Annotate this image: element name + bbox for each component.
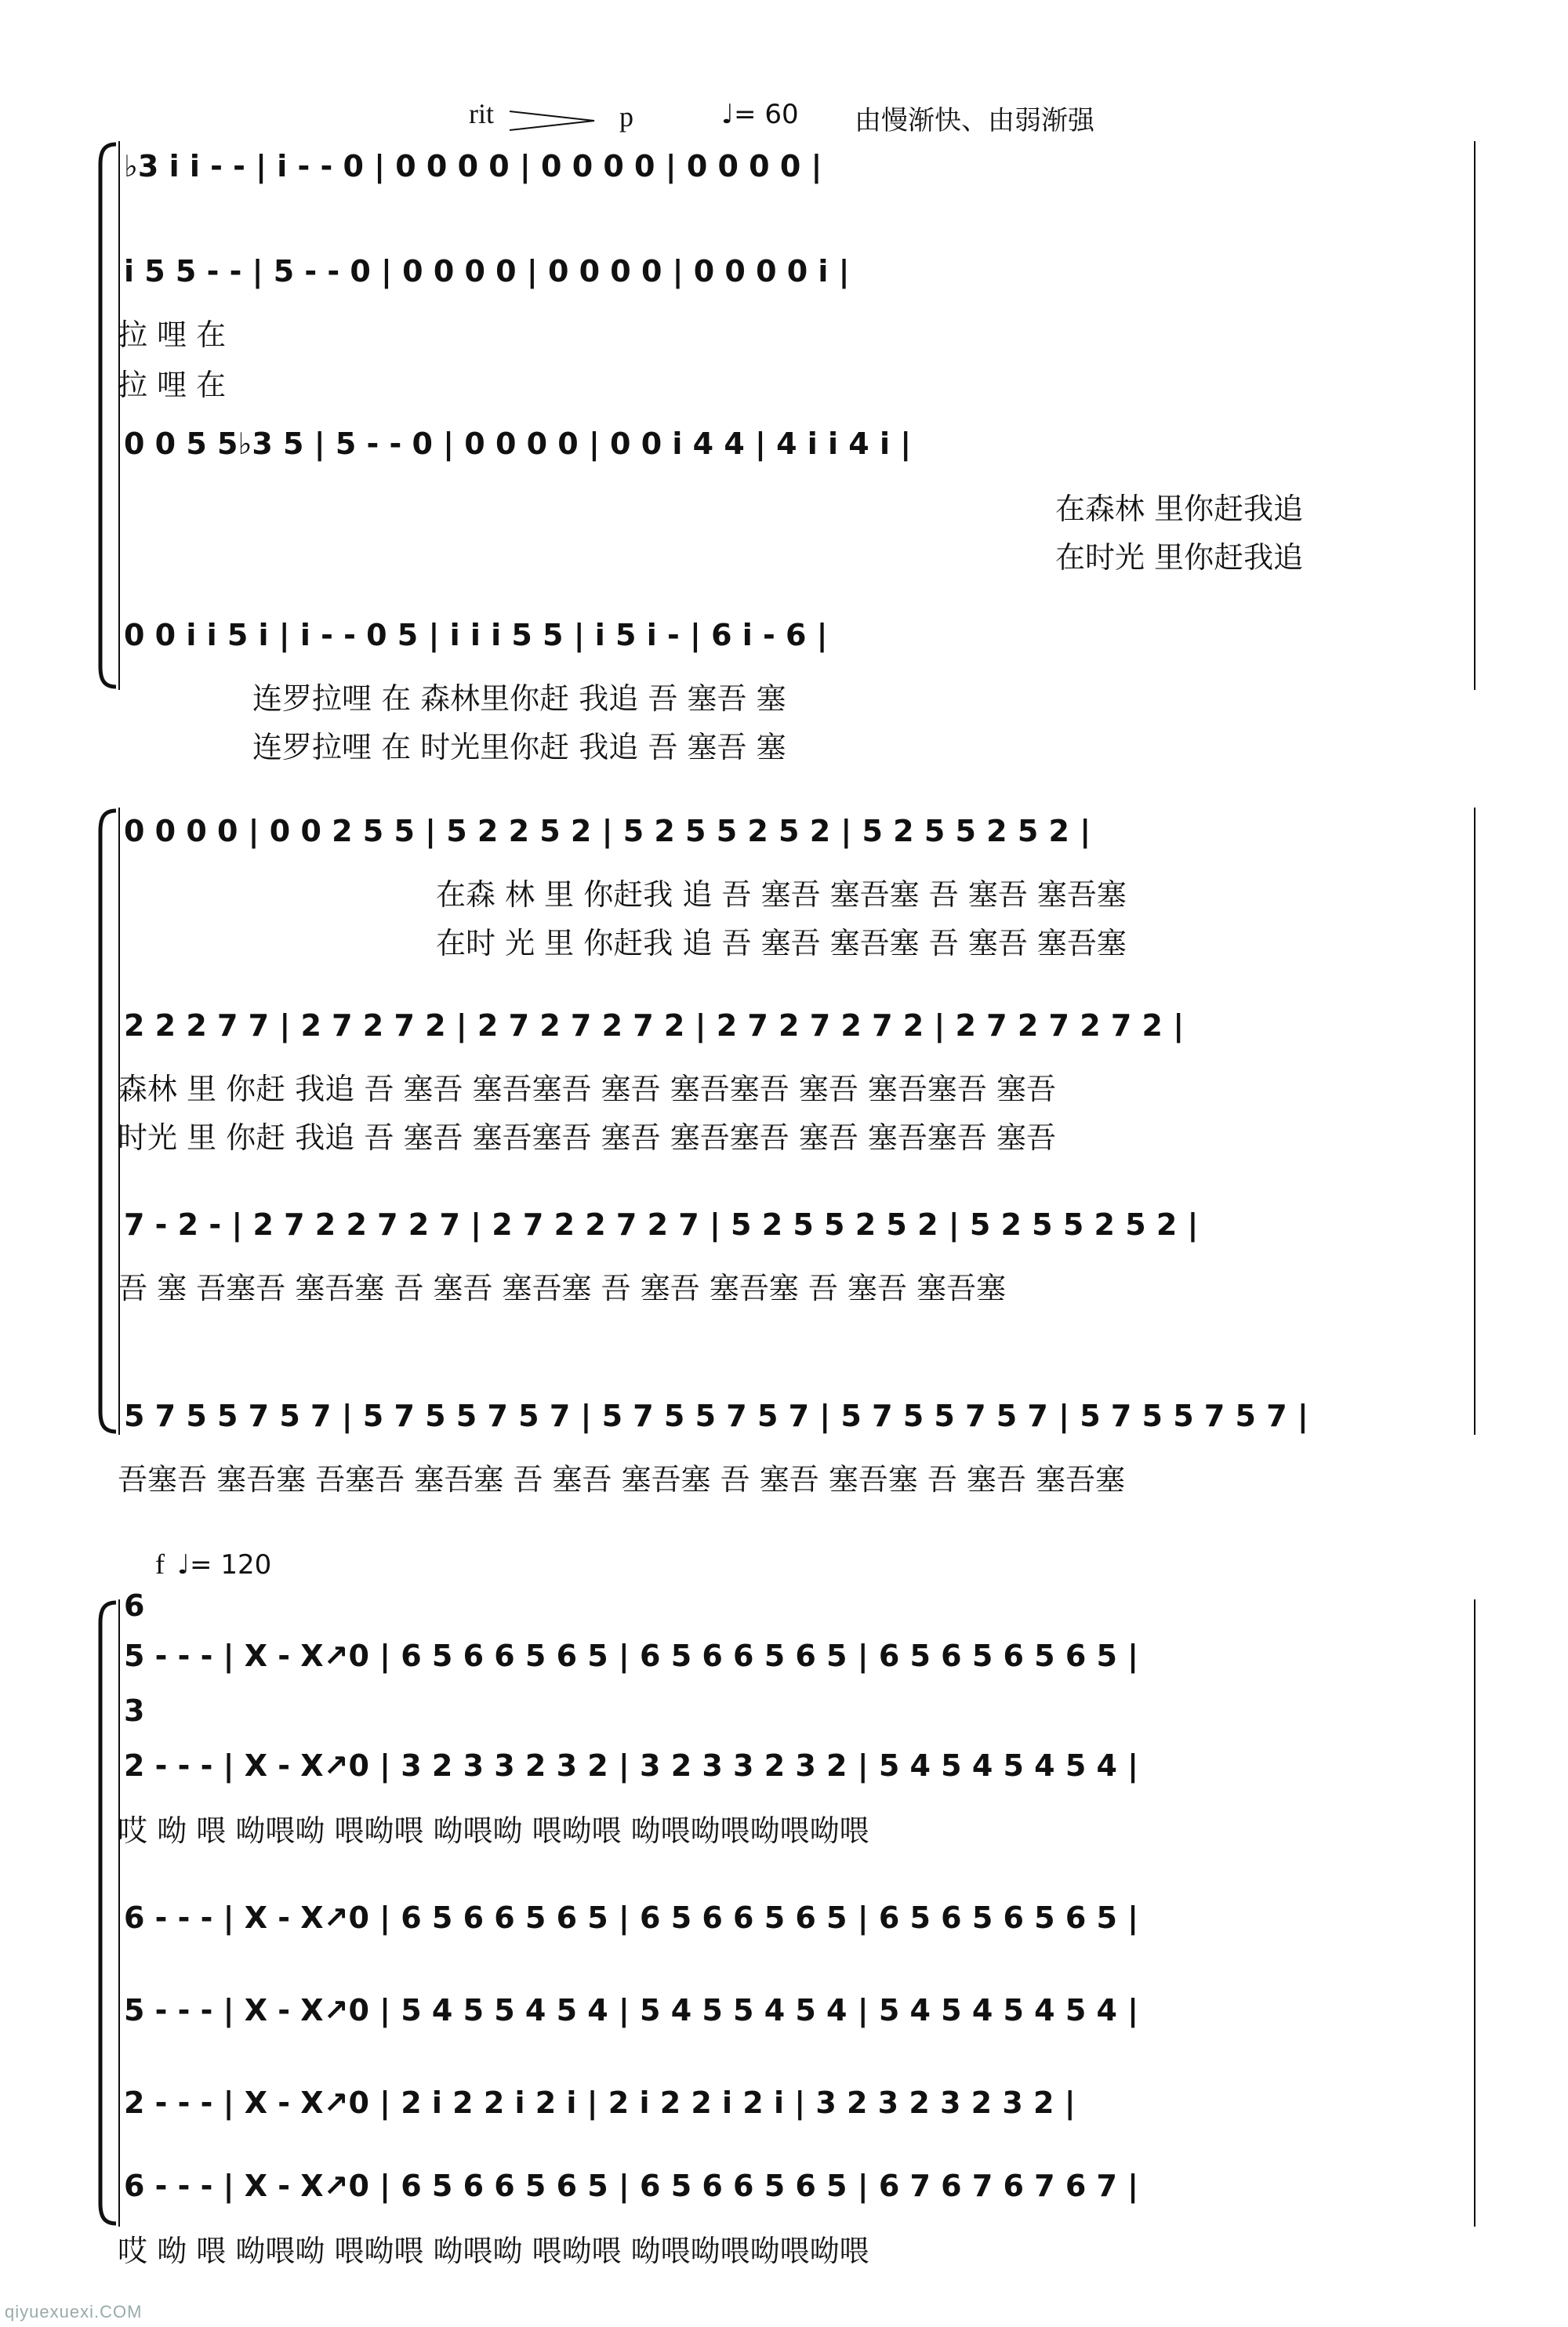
staff-row: 6 - - - | X - X↗0 | 6 5 6 6 5 6 5 | 6 5 6 6 5 6 5 | 6 7 6 7 6 7 6 7 | (124, 2169, 1139, 2203)
final-barline (1474, 141, 1475, 690)
lyric-row: 哎 呦 喂 呦喂呦 喂呦喂 呦喂呦 喂呦喂 呦喂呦喂呦喂呦喂 (118, 2234, 869, 2268)
lyric-row: 连罗拉哩 在 森林里你赶 我追 吾 塞吾 塞 (252, 681, 786, 716)
staff-row: ♭3 i i - - | i - - 0 | 0 0 0 0 | 0 0 0 0 | 0 0 0 0 | (124, 149, 822, 183)
lyric-row: 拉 哩 在 (118, 318, 227, 352)
lyric-row: 拉 哩 在 (118, 368, 227, 402)
tempo-text: 由慢渐快、由弱渐强 (855, 105, 1094, 136)
staff-row: 3 (124, 1694, 145, 1728)
lyric-row: 森林 里 你赶 我追 吾 塞吾 塞吾塞吾 塞吾 塞吾塞吾 塞吾 塞吾塞吾 塞吾 (118, 1072, 1056, 1106)
staff-row: 5 7 5 5 7 5 7 | 5 7 5 5 7 5 7 | 5 7 5 5 7 5 7 | 5 7 5 5 7 5 7 | 5 7 5 5 7 5 7 | (124, 1399, 1308, 1433)
decrescendo-hairpin (510, 110, 596, 133)
lyric-row: 连罗拉哩 在 时光里你赶 我追 吾 塞吾 塞 (252, 730, 786, 764)
staff-row: 7 - 2 - | 2 7 2 2 7 2 7 | 2 7 2 2 7 2 7 | 5 2 5 5 2 5 2 | 5 2 5 5 2 5 2 | (124, 1207, 1199, 1242)
staff-row: 0 0 i i 5 i | i - - 0 5 | i i i 5 5 | i 5 i - | 6 i - 6 | (124, 618, 828, 652)
lyric-row: 哎 呦 喂 呦喂呦 喂呦喂 呦喂呦 喂呦喂 呦喂呦喂呦喂呦喂 (118, 1813, 869, 1848)
staff-row: 2 - - - | X - X↗0 | 3 2 3 3 2 3 2 | 3 2 3 3 2 3 2 | 5 4 5 4 5 4 5 4 | (124, 1748, 1139, 1783)
tempo-marking: ♩= 60 (721, 99, 799, 130)
staff-row: 0 0 0 0 | 0 0 2 5 5 | 5 2 2 5 2 | 5 2 5 5 2 5 2 | 5 2 5 5 2 5 2 | (124, 814, 1091, 848)
staff-row: 2 - - - | X - X↗0 | 2 i 2 2 i 2 i | 2 i 2 2 i 2 i | 3 2 3 2 3 2 3 2 | (124, 2086, 1076, 2120)
lyric-row: 吾塞吾 塞吾塞 吾塞吾 塞吾塞 吾 塞吾 塞吾塞 吾 塞吾 塞吾塞 吾 塞吾 塞吾塞 (118, 1462, 1125, 1497)
dynamic-f: f (155, 1548, 165, 1580)
staff-row: 5 - - - | X - X↗0 | 6 5 6 6 5 6 5 | 6 5 6 6 5 6 5 | 6 5 6 5 6 5 6 5 | (124, 1639, 1139, 1673)
tempo-marking: ♩= 120 (177, 1549, 272, 1581)
site-watermark: qiyuexuexi.COM (5, 2302, 143, 2322)
final-barline (1474, 1599, 1475, 2227)
staff-row: 2 2 2 7 7 | 2 7 2 7 2 | 2 7 2 7 2 7 2 | 2 7 2 7 2 7 2 | 2 7 2 7 2 7 2 | (124, 1008, 1185, 1043)
dynamic-p: p (619, 101, 633, 133)
lyric-row: 吾 塞 吾塞吾 塞吾塞 吾 塞吾 塞吾塞 吾 塞吾 塞吾塞 吾 塞吾 塞吾塞 (118, 1271, 1006, 1305)
staff-row: i 5 5 - - | 5 - - 0 | 0 0 0 0 | 0 0 0 0 | 0 0 0 0 i | (124, 254, 850, 289)
system-bracket (93, 141, 124, 690)
staff-row: 5 - - - | X - X↗0 | 5 4 5 5 4 5 4 | 5 4 5 5 4 5 4 | 5 4 5 4 5 4 5 4 | (124, 1993, 1139, 2028)
staff-row: 6 - - - | X - X↗0 | 6 5 6 6 5 6 5 | 6 5 6 6 5 6 5 | 6 5 6 5 6 5 6 5 | (124, 1900, 1139, 1935)
staff-row: 0 0 5 5♭3 5 | 5 - - 0 | 0 0 0 0 | 0 0 i 4 4 | 4 i i 4 i | (124, 427, 912, 461)
lyric-row: 在时光 里你赶我追 (1055, 540, 1304, 575)
lyric-row: 时光 里 你赶 我追 吾 塞吾 塞吾塞吾 塞吾 塞吾塞吾 塞吾 塞吾塞吾 塞吾 (118, 1120, 1056, 1155)
rit-mark: rit (469, 98, 494, 129)
final-barline (1474, 808, 1475, 1435)
lyric-row: 在森林 里你赶我追 (1055, 492, 1304, 526)
lyric-row: 在时 光 里 你赶我 追 吾 塞吾 塞吾塞 吾 塞吾 塞吾塞 (436, 926, 1127, 960)
staff-row: 6 (124, 1588, 145, 1623)
system-bracket (93, 1599, 124, 2227)
lyric-row: 在森 林 里 你赶我 追 吾 塞吾 塞吾塞 吾 塞吾 塞吾塞 (436, 877, 1127, 912)
